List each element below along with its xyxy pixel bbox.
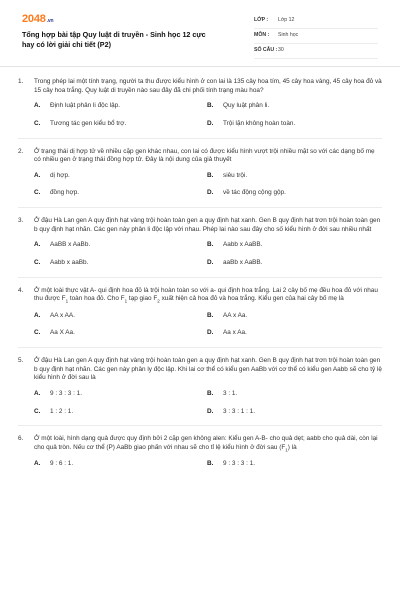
option-text: 1 : 2 : 1.: [50, 407, 74, 415]
site-logo[interactable]: [22, 12, 53, 27]
option-text: 9 : 3 : 3 : 1.: [50, 389, 82, 397]
meta-row-count: [254, 44, 378, 59]
answer-option-d[interactable]: [207, 329, 380, 338]
question-text-part: ) là: [287, 443, 297, 451]
question-divider: [18, 425, 382, 426]
answer-option-b[interactable]: [207, 241, 380, 250]
question-item: [18, 217, 382, 278]
answer-option-c[interactable]: [34, 259, 207, 268]
meta-row-subject: [254, 29, 378, 44]
option-text: Aabb x aaBb.: [50, 259, 89, 267]
subscript: 1: [285, 447, 288, 453]
option-text: AA x AA.: [50, 311, 75, 319]
option-letter: B.: [207, 171, 214, 179]
question-text: Ở trạng thái dị hợp tử về nhiều cặp gen khác nhau, con lai có được kiểu hình vượt trội nhiều mặt so với các dạng bố mẹ có nhiều gen ở trạng thái đồng hợp tử. Đây là nội dung của giả thuyết: [34, 147, 375, 164]
answer-option-a[interactable]: [34, 460, 207, 469]
answer-option-c[interactable]: [34, 120, 207, 129]
option-text: AaBB x AaBb.: [50, 241, 91, 249]
document-header: [22, 12, 378, 62]
option-letter: D.: [207, 329, 214, 337]
question-item: [18, 148, 382, 209]
document-title: Tổng hợp bài tập Quy luật di truyền - Sinh học 12 cực hay có lời giải chi tiết (P2): [22, 30, 206, 50]
option-text: Aa x Aa.: [223, 329, 247, 337]
meta-value: Sinh học: [278, 32, 299, 39]
option-letter: B.: [207, 241, 214, 249]
question-list: [18, 78, 382, 478]
question-number: 3.: [18, 217, 24, 225]
question-text: Ở đậu Hà Lan gen A quy định hạt vàng trội hoàn toàn gen a quy định hạt xanh. Gen B quy định hạt trơn trội hoàn toàn gen b quy định hạt nhăn. Các gen này phân ly độc lập. Khi lai cơ thể có kiểu gen AaBb với cơ thể có kiểu gen Aabb sẽ cho tỷ lệ kiểu hình ở đời sau là: [34, 356, 382, 382]
question-number: 4.: [18, 286, 24, 294]
option-letter: B.: [207, 102, 214, 110]
meta-key: MÔN :: [254, 32, 270, 39]
option-text: 3 : 3 : 1 : 1.: [223, 407, 255, 415]
meta-key: LỚP :: [254, 17, 269, 24]
meta-value: 30: [278, 47, 284, 54]
question-text-part: xuất hiện cả hoa đỏ và hoa trắng. Kiểu gen của hai cây bố mẹ là: [159, 295, 344, 303]
question-divider: [18, 138, 382, 139]
answer-option-d[interactable]: [207, 189, 380, 198]
question-text-part: Ở một loài, hình dạng quả được quy định bởi 2 cặp gen không alen: Kiểu gen A-B- cho quả dẹt; aabb cho quả dài, còn lại cho quả tròn. Nếu cơ thể (P) AaBb giao phấn với nhau sẽ cho tỉ lệ kiểu hình ở đời sau (F: [34, 435, 378, 451]
option-text: aaBb x AaBB.: [223, 259, 263, 267]
option-text: Trội lặn không hoàn toàn.: [223, 119, 296, 127]
answer-option-a[interactable]: [34, 390, 207, 399]
answer-options: [34, 102, 382, 128]
answer-option-b[interactable]: [207, 172, 380, 181]
option-letter: A.: [34, 389, 41, 397]
option-letter: B.: [207, 460, 214, 468]
subscript: 1: [124, 298, 128, 304]
header-divider: [0, 66, 400, 67]
answer-options: [34, 312, 382, 338]
document-meta: [254, 14, 378, 59]
option-text: 9 : 3 : 3 : 1.: [223, 460, 255, 468]
option-text: đồng hợp.: [50, 189, 80, 197]
option-text: siêu trội.: [223, 171, 248, 179]
option-letter: D.: [207, 259, 214, 267]
question-number: 5.: [18, 356, 24, 364]
question-text-part: tạp giao F: [127, 295, 158, 303]
option-letter: B.: [207, 389, 214, 397]
subscript: 2: [157, 298, 160, 304]
question-item: [18, 435, 382, 469]
option-text: Aabb x AaBB.: [223, 241, 263, 249]
answer-option-b[interactable]: [207, 312, 380, 321]
option-text: về tác động cộng gộp.: [223, 189, 286, 197]
answer-option-d[interactable]: [207, 120, 380, 129]
option-letter: B.: [207, 311, 214, 319]
option-letter: A.: [34, 102, 41, 110]
question-number: 6.: [18, 435, 24, 443]
option-letter: A.: [34, 311, 41, 319]
question-number: 2.: [18, 147, 24, 155]
answer-option-b[interactable]: [207, 102, 380, 111]
option-letter: C.: [34, 259, 41, 267]
answer-option-b[interactable]: [207, 460, 380, 469]
question-text: [34, 287, 382, 305]
answer-options: [34, 460, 382, 469]
answer-option-b[interactable]: [207, 390, 380, 399]
question-item: [18, 287, 382, 348]
option-letter: C.: [34, 407, 41, 415]
answer-option-d[interactable]: [207, 259, 380, 268]
answer-option-d[interactable]: [207, 408, 380, 417]
question-text: Trong phép lai một tính trạng, người ta thu được kiểu hình ở con lai là 135 cây hoa tím, 45 cây hoa vàng, 45 cây hoa đỏ và 15 cây hoa trắng. Quy luật di truyền nào sau đây đã chi phối tính trạng màu hoa?: [34, 78, 382, 94]
option-text: 9 : 6 : 1.: [50, 460, 74, 468]
question-divider: [18, 347, 382, 348]
option-letter: A.: [34, 171, 41, 179]
option-text: Quy luật phân li.: [223, 102, 270, 110]
meta-value: Lớp 12: [278, 17, 295, 24]
option-letter: C.: [34, 119, 41, 127]
answer-option-c[interactable]: [34, 329, 207, 338]
logo-text: 2048: [22, 13, 46, 25]
option-letter: C.: [34, 189, 41, 197]
answer-option-c[interactable]: [34, 408, 207, 417]
option-text: Tương tác gen kiểu bổ trợ.: [50, 119, 127, 127]
answer-option-a[interactable]: [34, 241, 207, 250]
question-item: [18, 78, 382, 139]
answer-option-a[interactable]: [34, 312, 207, 321]
answer-options: [34, 172, 382, 198]
option-letter: A.: [34, 460, 41, 468]
option-text: Aa X Aa.: [50, 329, 75, 337]
option-text: dị hợp.: [50, 171, 70, 179]
question-divider: [18, 207, 382, 208]
question-number: 1.: [18, 78, 24, 85]
logo-suffix: .vn: [46, 18, 54, 24]
option-letter: A.: [34, 241, 41, 249]
answer-option-a[interactable]: [34, 172, 207, 181]
option-letter: D.: [207, 189, 214, 197]
question-item: [18, 357, 382, 426]
option-letter: D.: [207, 407, 214, 415]
question-text: Ở đậu Hà Lan gen A quy định hạt vàng trội hoàn toàn gen a quy định hạt xanh. Gen B quy định hạt trơn trội hoàn toàn gen b quy định hạt nhăn. Các gen này phân li độc lập với nhau. Phép lai nào sau đây cho số kiểu hình ở đời sau nhiều nhất: [34, 217, 381, 233]
question-text-part: toàn hoa đỏ. Cho F: [68, 295, 125, 303]
option-text: Định luật phân li độc lập.: [50, 102, 120, 110]
question-divider: [18, 277, 382, 278]
meta-row-class: [254, 14, 378, 29]
answer-option-c[interactable]: [34, 189, 207, 198]
question-text-part: Ở một loài thực vật A- qui định hoa đỏ là trội hoàn toàn so với a- qui định hoa trắng. Lai 2 cây bố mẹ đều hoa đỏ với nhau thu được F: [34, 286, 378, 303]
answer-option-a[interactable]: [34, 102, 207, 111]
option-letter: C.: [34, 329, 41, 337]
meta-key: SỐ CÂU :: [254, 47, 278, 54]
subscript: 1: [65, 298, 69, 304]
question-text: [34, 435, 382, 453]
option-text: 3 : 1.: [223, 389, 238, 397]
option-letter: D.: [207, 119, 214, 127]
answer-options: [34, 390, 382, 416]
option-text: AA x Aa.: [223, 311, 248, 319]
answer-options: [34, 241, 382, 267]
